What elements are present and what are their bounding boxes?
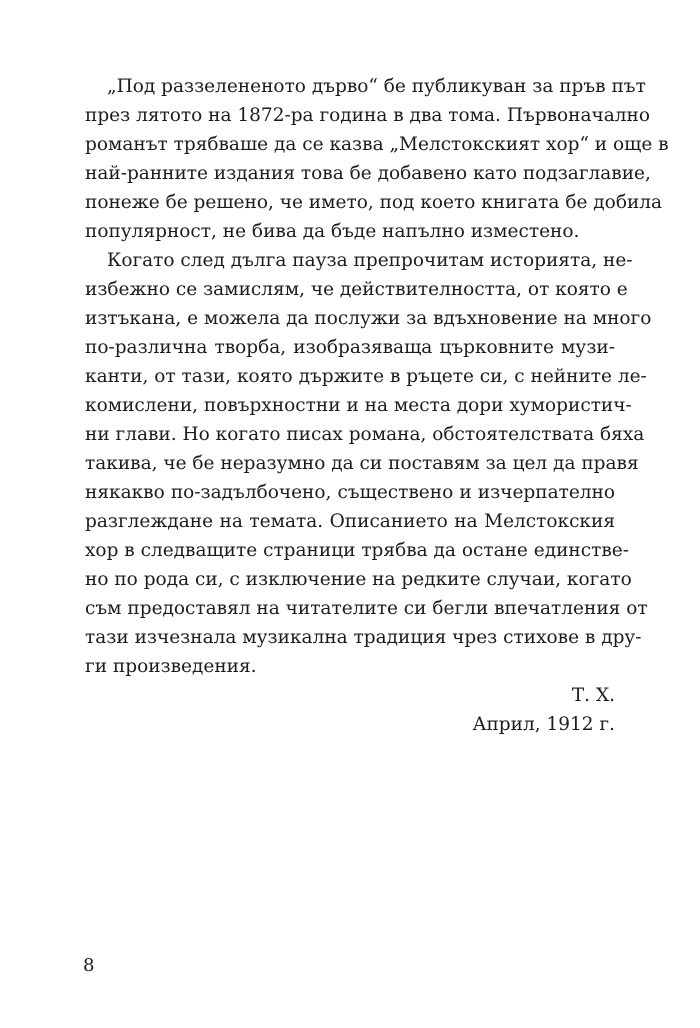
text-line: някакво по-задълбочено, съществено и изчерпателно (85, 482, 615, 503)
preface-text (85, 72, 669, 739)
text-line: но по рода си, с изключение на редките случаи, когато (85, 569, 632, 590)
text-line: тази изчезнала музикална традиция чрез стихове в дру- (85, 627, 642, 648)
text-line: избежно се замислям, че действителността, от която е (85, 279, 628, 300)
text-line: хор в следващите страници трябва да остане единстве- (85, 540, 629, 561)
text-line: по-различна творба, изобразяваща църковните музи- (85, 337, 615, 358)
text-line: такива, че бе неразумно да си поставям за цел да правя (85, 453, 639, 474)
text-line: „Под раззелененото дърво“ бе публикуван за пръв път (107, 76, 646, 97)
text-line: канти, от тази, която държите в ръцете си, с нейните ле- (85, 366, 647, 387)
text-line: Когато след дълга пауза препрочитам историята, не- (107, 250, 633, 271)
text-line: понеже бе решено, че името, под което книгата бе добила (85, 192, 663, 213)
text-line: най-ранните издания това бе добавено като подзаглавие, (85, 163, 651, 184)
text-line: популярност, не бива да бъде напълно изместено. (85, 221, 580, 242)
author-signature: Т. Х. (571, 685, 615, 706)
paragraph (85, 72, 669, 246)
text-line: ни глави. Но когато писах романа, обстоятелствата бяха (85, 424, 645, 445)
text-line: съм предоставял на читателите си бегли впечатления от (85, 598, 648, 619)
text-line: през лятото на 1872-ра година в два тома. Първоначално (85, 105, 650, 126)
date-line: Април, 1912 г. (472, 714, 615, 735)
page-number: 8 (83, 955, 95, 976)
text-line: ги произведения. (85, 656, 257, 677)
text-line: романът трябваше да се казва „Мелстокският хор“ и още в (85, 134, 669, 155)
text-line: комислени, повърхностни и на места дори хумористич- (85, 395, 632, 416)
paragraph (85, 246, 652, 681)
text-line: изтъкана, е можела да послужи за вдъхновение на много (85, 308, 652, 329)
text-line: разглеждане на темата. Описанието на Мелстокския (85, 511, 615, 532)
